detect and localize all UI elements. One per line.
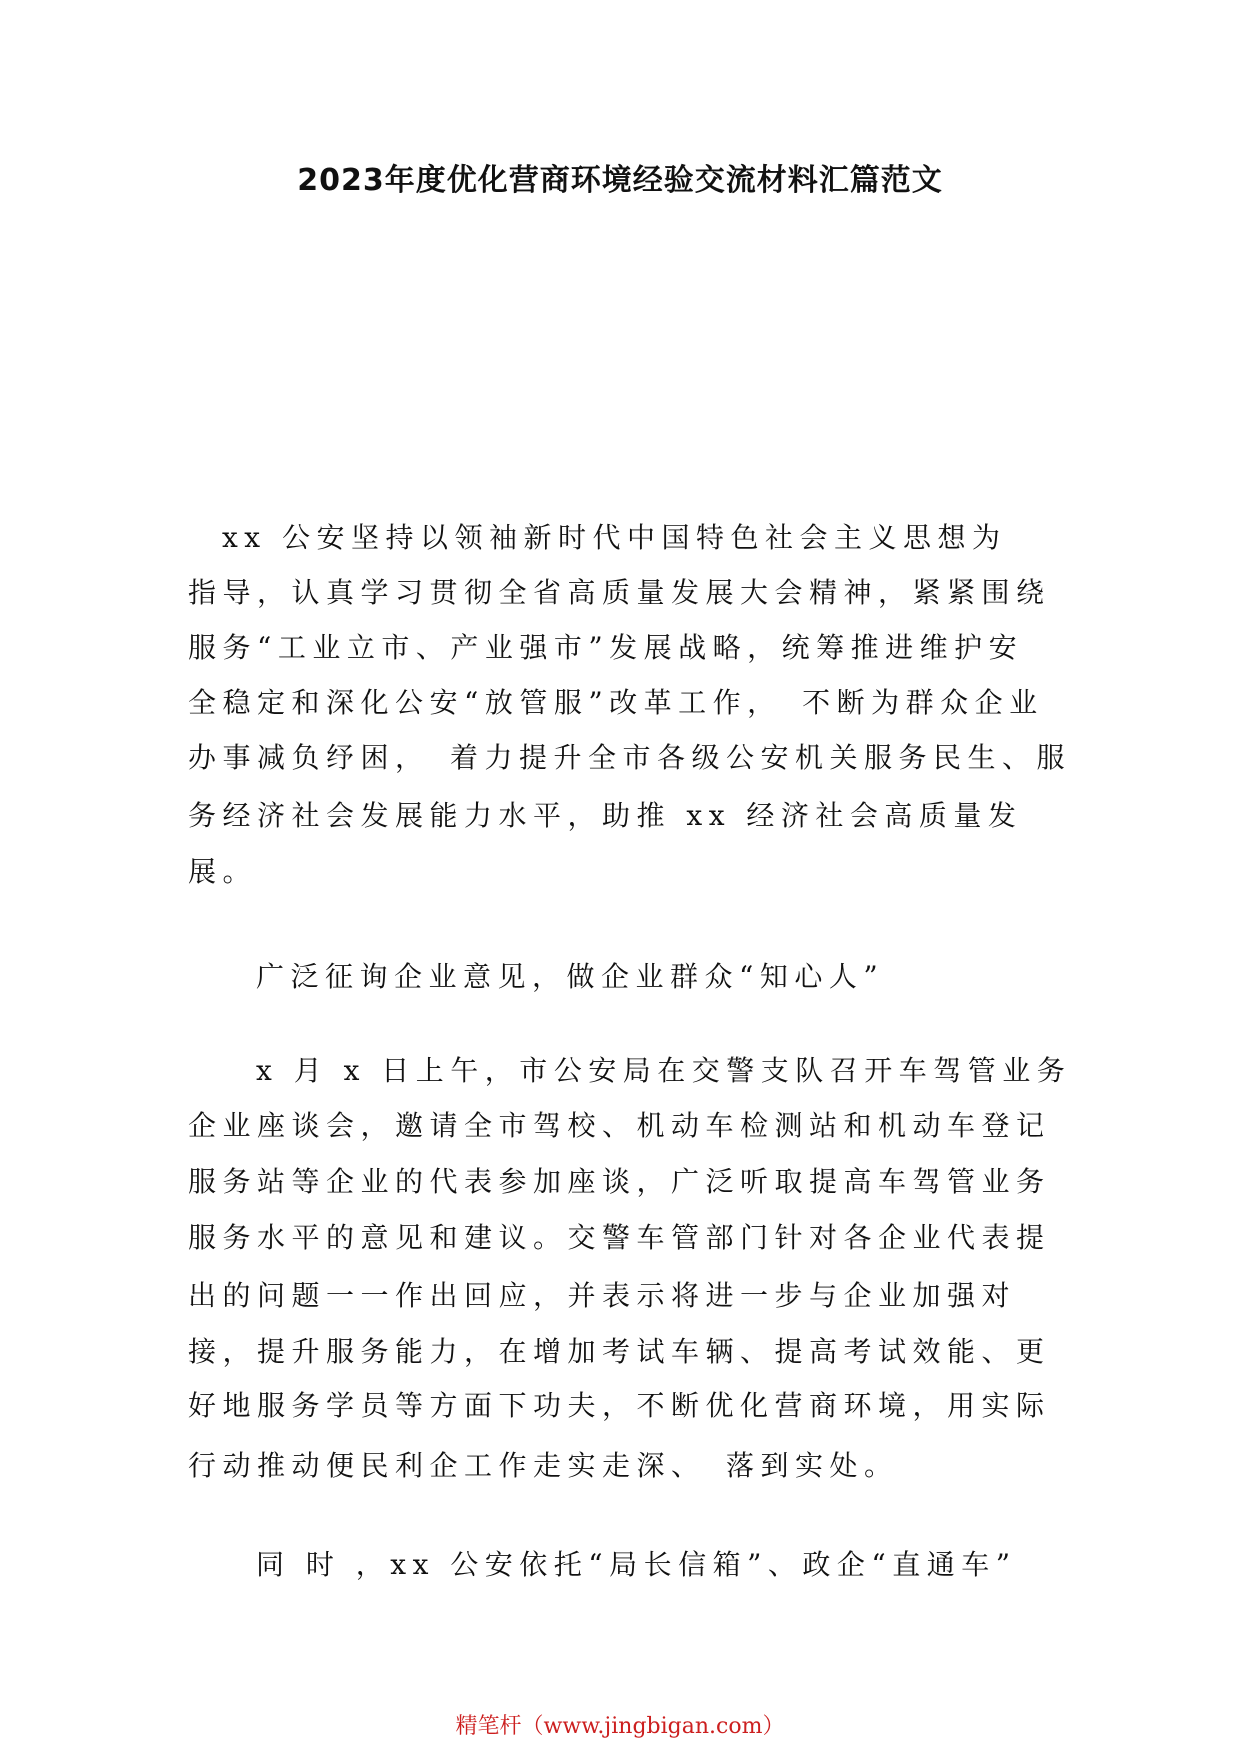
paragraph-line: 指导，认真学习贯彻全省高质量发展大会精神，紧紧围绕 bbox=[188, 576, 1051, 609]
paragraph-line: 全稳定和深化公安“放管服”改革工作， 不断为群众企业 bbox=[188, 686, 1044, 719]
paragraph-line: 同 时 ，xx 公安依托“局长信箱”、政企“直通车” bbox=[256, 1548, 1017, 1581]
paragraph-line: 展。 bbox=[188, 855, 258, 888]
paragraph-line: x 月 x 日上午，市公安局在交警支队召开车驾管业务 bbox=[256, 1054, 1072, 1087]
paragraph-line: 服务“工业立市、产业强市”发展战略，统筹推进维护安 bbox=[188, 631, 1024, 664]
paragraph-line: xx 公安坚持以领袖新时代中国特色社会主义思想为 bbox=[222, 521, 1007, 554]
paragraph-line: 企业座谈会，邀请全市驾校、机动车检测站和机动车登记 bbox=[188, 1109, 1051, 1142]
paragraph-line: 接，提升服务能力，在增加考试车辆、提高考试效能、更 bbox=[188, 1335, 1051, 1368]
paragraph-line: 务经济社会发展能力水平，助推 xx 经济社会高质量发 bbox=[188, 799, 1023, 832]
paragraph-line: 行动推动便民利企工作走实走深、 落到实处。 bbox=[188, 1449, 899, 1482]
paragraph-line: 出的问题一一作出回应，并表示将进一步与企业加强对 bbox=[188, 1279, 1017, 1312]
paragraph-line: 服务水平的意见和建议。交警车管部门针对各企业代表提 bbox=[188, 1221, 1051, 1254]
footer-watermark: 精笔杆（www.jingbigan.com） bbox=[455, 1714, 785, 1739]
section-heading: 广泛征询企业意见，做企业群众“知心人” bbox=[256, 960, 885, 993]
paragraph-line: 办事减负纾困， 着力提升全市各级公安机关服务民生、服 bbox=[188, 741, 1072, 774]
paragraph-line: 服务站等企业的代表参加座谈，广泛听取提高车驾管业务 bbox=[188, 1165, 1051, 1198]
page-title: 2023年度优化营商环境经验交流材料汇篇范文 bbox=[297, 163, 943, 198]
paragraph-line: 好地服务学员等方面下功夫，不断优化营商环境，用实际 bbox=[188, 1389, 1051, 1422]
